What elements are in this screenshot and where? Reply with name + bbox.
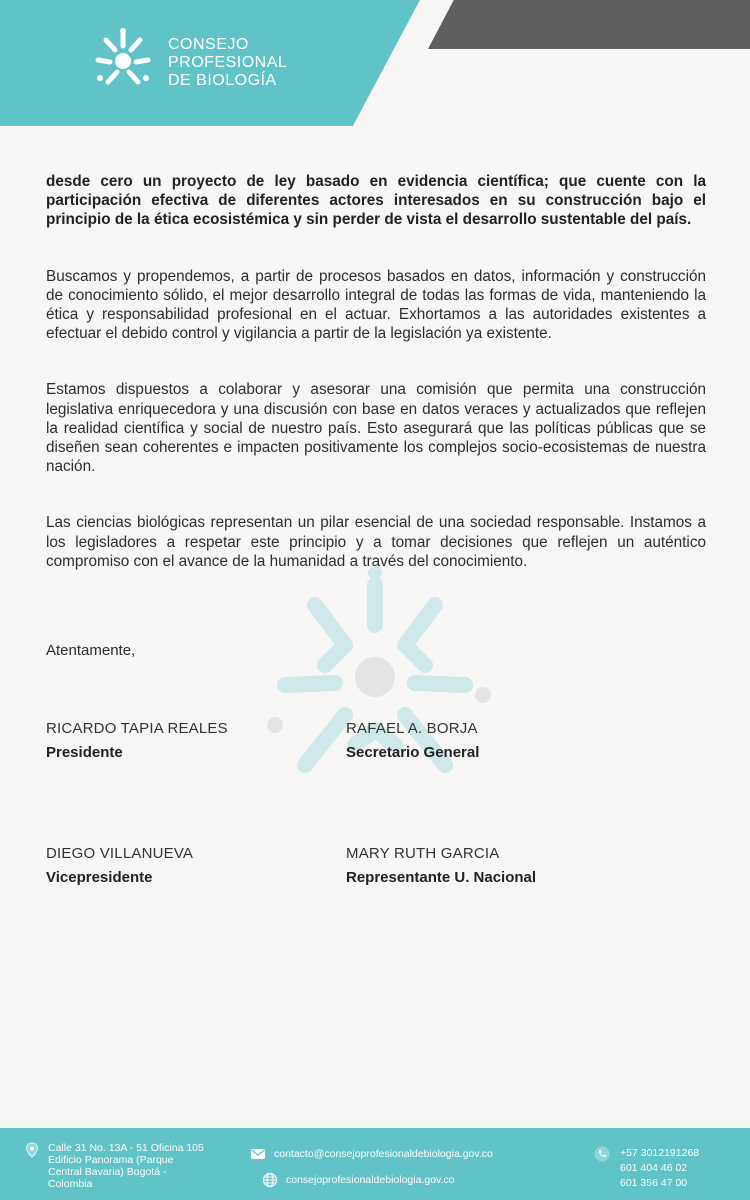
logo-wordmark bbox=[168, 36, 287, 90]
globe-icon bbox=[262, 1172, 278, 1188]
phone-icon bbox=[594, 1146, 610, 1162]
phone-number[interactable]: +57 3012191268 bbox=[620, 1147, 700, 1159]
address-line: Edificio Panorama (Parque bbox=[48, 1154, 174, 1166]
logo-line: CONSEJO bbox=[168, 36, 249, 53]
paragraph: Las ciencias biológicas representan un pilar esencial de una sociedad responsable. Instamos a los legisladores a respetar este principio y a tomar decisiones que reflejen un auténtico compromiso con el avance de la humanidad a través del conocimiento. bbox=[46, 514, 706, 570]
footer-address bbox=[24, 1142, 218, 1190]
letter-body bbox=[46, 172, 706, 608]
header-accent-bar bbox=[428, 0, 750, 49]
signature-block bbox=[346, 720, 479, 761]
address-line: Colombia bbox=[48, 1178, 93, 1190]
paragraph: desde cero un proyecto de ley basado en evidencia científica; que cuente con la participación efectiva de diferentes actores interesados en su construcción bajo el principio de la ética ecosistémica y sin perder de vista el desarrollo sustentable del país. bbox=[46, 173, 706, 229]
address-line: Calle 31 No. 13A - 51 Oficina 105 bbox=[48, 1142, 204, 1154]
signature-block bbox=[46, 720, 228, 761]
signer-role: Secretario General bbox=[346, 744, 480, 761]
address-line: Central Bavaria) Bogotá - bbox=[48, 1166, 167, 1178]
closing-text: Atentamente, bbox=[46, 642, 136, 659]
logo-line: DE BIOLOGÍA bbox=[168, 72, 277, 89]
signer-name: RICARDO TAPIA REALES bbox=[46, 720, 228, 737]
paragraph: Estamos dispuestos a colaborar y asesorar una comisión que permita una construcción legislativa enriquecedora y una discusión con base en datos veraces y actualizados que reflejen la realidad científica y social de nuestro país. Esto asegurará que las políticas públicas que se diseñen sean coherentes e impacten positivamente los complejos socio-ecosistemas de nuestra nación. bbox=[46, 381, 706, 476]
phone-number[interactable]: 601 404 46 02 bbox=[620, 1162, 688, 1174]
signer-role: Presidente bbox=[46, 744, 123, 761]
mail-icon bbox=[250, 1146, 266, 1162]
signer-name: MARY RUTH GARCIA bbox=[346, 845, 500, 862]
logo-icon bbox=[88, 26, 158, 96]
logo-line: PROFESIONAL bbox=[168, 54, 288, 71]
signature-block bbox=[46, 845, 193, 886]
signer-name: RAFAEL A. BORJA bbox=[346, 720, 478, 737]
signature-block bbox=[346, 845, 536, 886]
signer-role: Representante U. Nacional bbox=[346, 869, 537, 886]
paragraph: Buscamos y propendemos, a partir de procesos basados en datos, información y construcción de conocimiento sólido, el mejor desarrollo integral de todas las formas de vida, manteniendo la ética y responsabilidad profesional en el actuar. Exhortamos a las autoridades existentes a efectuar el debido control y vigilancia a partir de la legislación ya existente. bbox=[46, 267, 706, 343]
footer bbox=[0, 1128, 750, 1200]
footer-contact bbox=[250, 1146, 493, 1198]
location-pin-icon bbox=[24, 1142, 40, 1158]
signer-name: DIEGO VILLANUEVA bbox=[46, 845, 194, 862]
website-link[interactable]: consejoprofesionaldebiologia.gov.co bbox=[286, 1174, 455, 1186]
signer-role: Vicepresidente bbox=[46, 869, 153, 886]
email-link[interactable]: contacto@consejoprofesionaldebiologia.gov.co bbox=[274, 1148, 493, 1160]
phone-number[interactable]: 601 356 47 00 bbox=[620, 1177, 688, 1189]
footer-phones bbox=[594, 1146, 699, 1191]
